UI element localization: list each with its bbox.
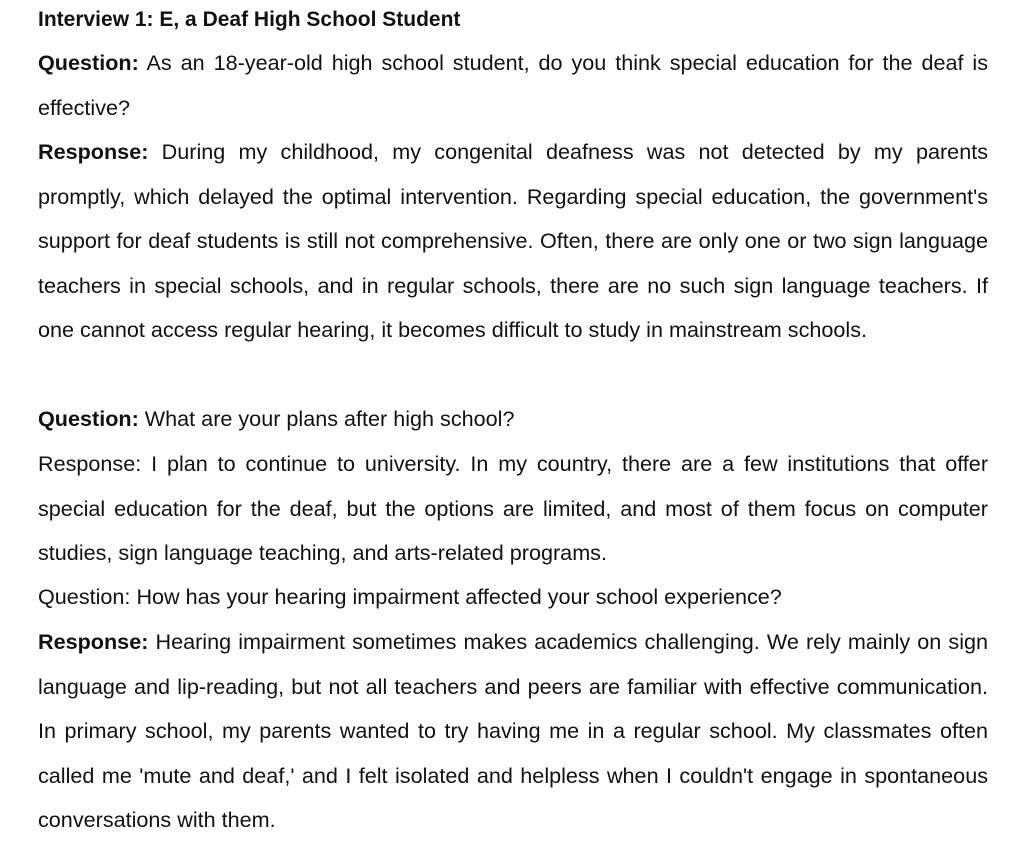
response-2 [38, 442, 988, 576]
question-3-label: Question: [38, 584, 131, 609]
response-3 [38, 620, 988, 843]
response-3-text: Hearing impairment sometimes makes academics challenging. We rely mainly on sign language and lip-reading, but not all teachers and peers are familiar with effective communication. In primary school, my parents wanted to try having me in a regular school. My classmates often called me 'mute and deaf,' and I felt isolated and helpless when I couldn't engage in spontaneous conversations with them. [38, 629, 989, 833]
response-2-text: I plan to continue to university. In my country, there are a few institutions that offer special education for the deaf, but the options are limited, and most of them focus on computer studies, sign language teaching, and arts-related programs. [38, 451, 989, 566]
response-2-label: Response: [38, 451, 142, 476]
question-1 [38, 41, 988, 130]
question-1-text: As an 18-year-old high school student, do you think special education for the deaf is effective? [38, 50, 989, 120]
document-title: Interview 1: E, a Deaf High School Student [38, 8, 461, 31]
response-1 [38, 130, 988, 353]
response-1-label: Response: [38, 139, 149, 164]
question-2-text: What are your plans after high school? [144, 406, 515, 431]
response-3-label: Response: [38, 629, 149, 654]
question-1-label: Question: [38, 50, 139, 75]
question-3 [38, 575, 988, 620]
question-2 [38, 397, 988, 442]
response-1-text: During my childhood, my congenital deafness was not detected by my parents promptly, which delayed the optimal intervention. Regarding special education, the government's support for deaf students is still not comprehensive. Often, there are only one or two sign language teachers in special schools, and in regular schools, there are no such sign language teachers. If one cannot access regular hearing, it becomes difficult to study in mainstream schools. [38, 139, 988, 343]
question-3-text: How has your hearing impairment affected your school experience? [136, 584, 782, 609]
question-2-label: Question: [38, 406, 139, 431]
